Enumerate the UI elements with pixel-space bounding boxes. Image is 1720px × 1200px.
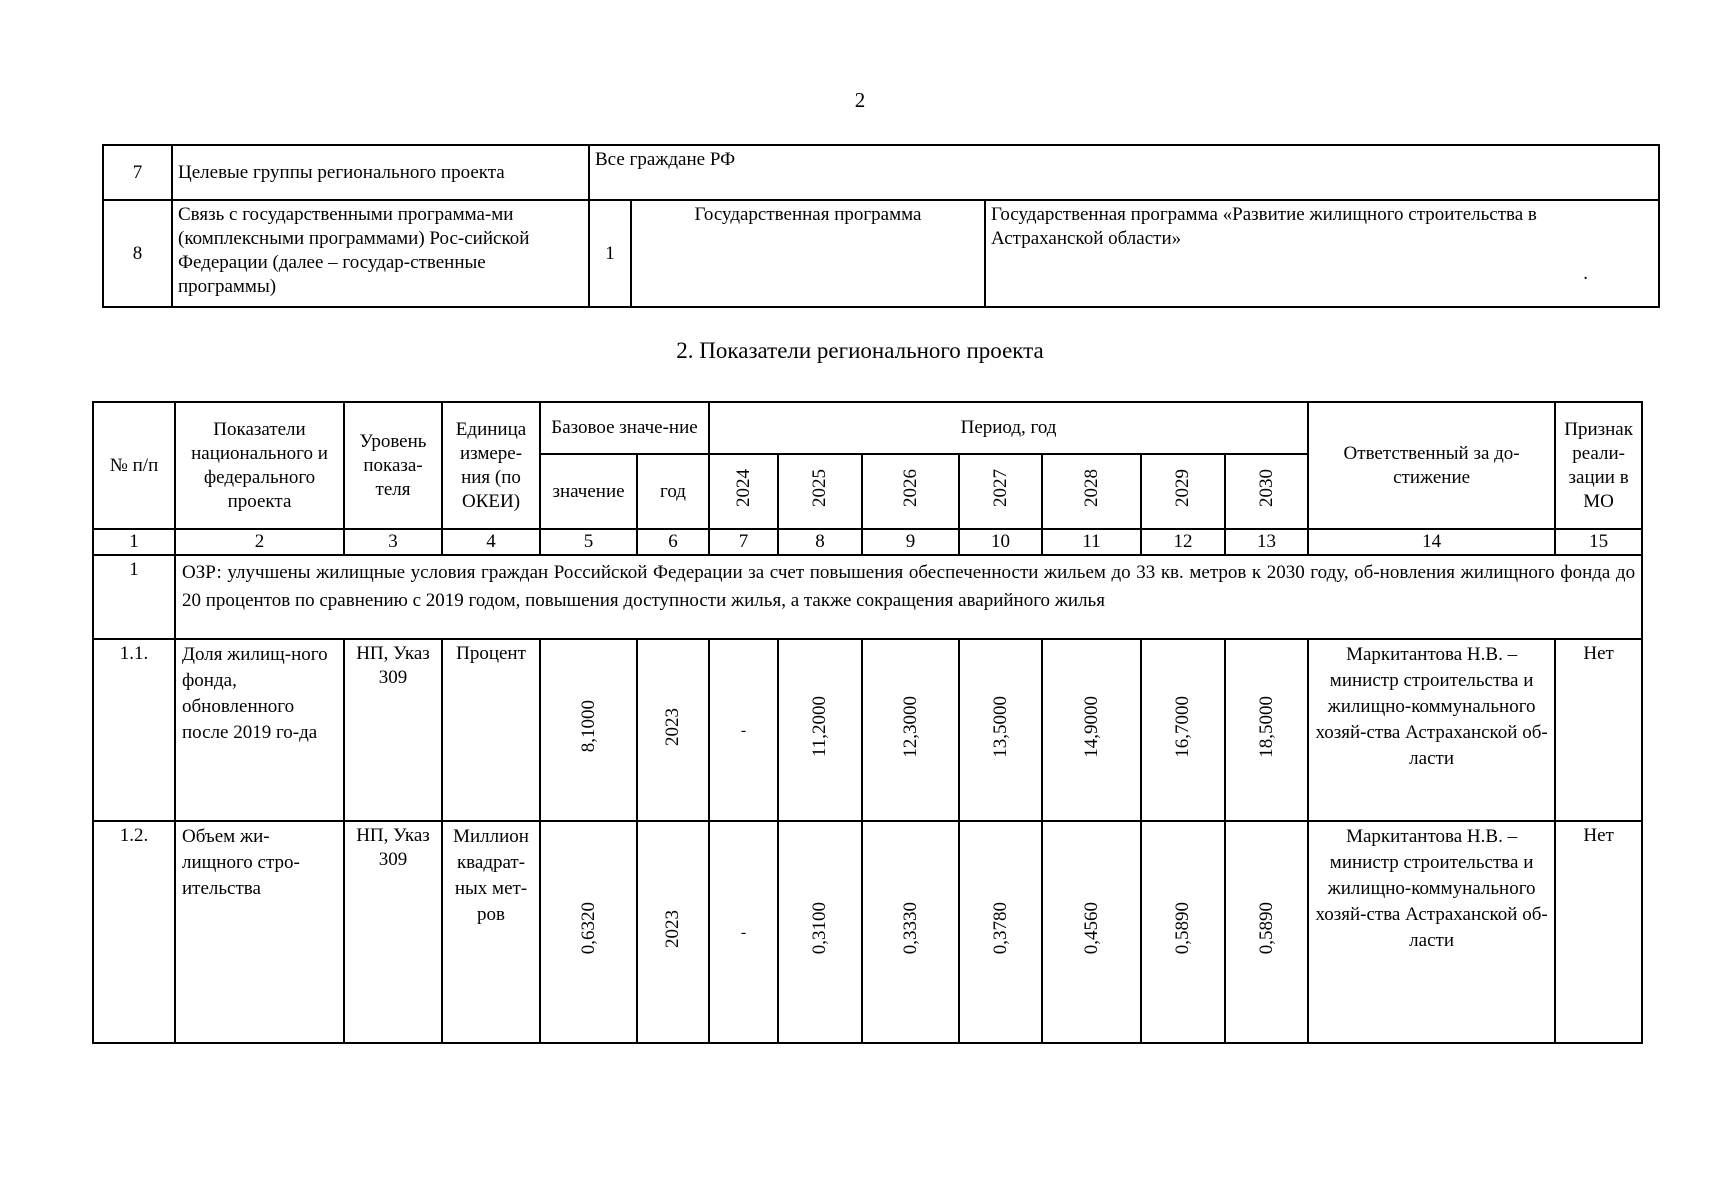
responsible: Маркитантова Н.В. – министр строительства и жилищно-коммунального хозяй-ства Астраханской об-ласти: [1308, 821, 1555, 1043]
header-row-1: [93, 402, 1642, 454]
col-number: 9: [862, 529, 959, 555]
value-2030-text: 0,5890: [1255, 902, 1277, 955]
page-number: 2: [854, 88, 866, 112]
header-year-2029: [1141, 454, 1225, 529]
header-year-2026: [862, 454, 959, 529]
value-2030-text: 18,5000: [1255, 695, 1277, 758]
goal-row: [93, 555, 1642, 639]
value-2025: [778, 639, 862, 821]
row-state-programs: [103, 200, 1659, 307]
base-value: [540, 821, 637, 1043]
project-info-table: [102, 144, 1660, 308]
header-period: Период, год: [709, 402, 1308, 454]
implementation-sign: Нет: [1555, 639, 1642, 821]
value-2026-text: 0,3330: [899, 902, 921, 955]
value-2029: [1141, 821, 1225, 1043]
value-2029-text: 0,5890: [1172, 902, 1193, 955]
base-value-text: 8,1000: [577, 700, 599, 753]
value-2028: [1042, 639, 1141, 821]
row-value: Все граждане РФ: [589, 145, 1659, 200]
header-year-2025: [778, 454, 862, 529]
col-number: 6: [637, 529, 709, 555]
row-number: 8: [103, 200, 172, 307]
row-target-groups: [103, 145, 1659, 200]
header-year-2026-text: 2026: [899, 469, 921, 507]
col-number: 12: [1141, 529, 1225, 555]
section-title: 2. Показатели регионального проекта: [676, 338, 1044, 363]
value-2025-text: 0,3100: [809, 902, 830, 955]
value-2028-text: 14,9000: [1080, 695, 1102, 758]
col-number: 8: [778, 529, 862, 555]
value-2027-text: 13,5000: [989, 695, 1011, 758]
header-indicator: Показатели национального и федерального проекта: [175, 402, 344, 529]
value-2027-text: 0,3780: [989, 902, 1011, 955]
header-year-2028: [1042, 454, 1141, 529]
header-year-2030: [1225, 454, 1308, 529]
value-2030: [1225, 821, 1308, 1043]
program-index: 1: [589, 200, 631, 307]
base-year-text: 2023: [662, 707, 683, 746]
header-year-2024-text: 2024: [732, 469, 754, 507]
col-number: 11: [1042, 529, 1141, 555]
col-number: 14: [1308, 529, 1555, 555]
row-label: Связь с государственными программа-ми (комплексными программами) Рос-сийской Федерации (далее – государ-ственные программы): [172, 200, 589, 307]
indicator-name: Объем жи-лищного стро-ительства: [175, 821, 344, 1043]
base-year-text: 2023: [662, 909, 683, 948]
indicator-number: 1.2.: [93, 821, 175, 1043]
base-value-text: 0,6320: [577, 902, 599, 955]
column-numbers-row: [93, 529, 1642, 555]
indicator-level: НП, Указ 309: [344, 639, 442, 821]
header-num: № п/п: [93, 402, 175, 529]
value-2027: [959, 821, 1042, 1043]
indicators-table: [92, 401, 1643, 1044]
value-2029: [1141, 639, 1225, 821]
value-2027: [959, 639, 1042, 821]
col-number: 2: [175, 529, 344, 555]
value-2025-text: 11,2000: [809, 695, 830, 758]
value-2028: [1042, 821, 1141, 1043]
value-2025: [778, 821, 862, 1043]
value-2026: [862, 821, 959, 1043]
header-base-year: год: [637, 454, 709, 529]
value-2024: [709, 821, 778, 1043]
header-sign: Признак реали-зации в МО: [1555, 402, 1642, 529]
value-2026-text: 12,3000: [899, 695, 921, 758]
base-year: [637, 639, 709, 821]
indicator-unit: Миллион квадрат-ных мет-ров: [442, 821, 540, 1043]
stray-mark: .: [1583, 263, 1589, 284]
col-number: 10: [959, 529, 1042, 555]
responsible: Маркитантова Н.В. – министр строительства и жилищно-коммунального хозяй-ства Астраханской об-ласти: [1308, 639, 1555, 821]
value-2024-text: -: [740, 721, 747, 739]
header-responsible: Ответственный за до-стижение: [1308, 402, 1555, 529]
indicator-unit: Процент: [442, 639, 540, 821]
value-2026: [862, 639, 959, 821]
value-2028-text: 0,4560: [1080, 902, 1102, 955]
col-number: 15: [1555, 529, 1642, 555]
indicator-level: НП, Указ 309: [344, 821, 442, 1043]
implementation-sign: Нет: [1555, 821, 1642, 1043]
value-2030: [1225, 639, 1308, 821]
header-year-2027: [959, 454, 1042, 529]
col-number: 7: [709, 529, 778, 555]
row-number: 7: [103, 145, 172, 200]
col-number: 1: [93, 529, 175, 555]
indicator-number: 1.1.: [93, 639, 175, 821]
header-level: Уровень показа-теля: [344, 402, 442, 529]
value-2024: [709, 639, 778, 821]
header-unit: Единица измере-ния (по ОКЕИ): [442, 402, 540, 529]
header-year-2025-text: 2025: [809, 469, 830, 507]
header-base: Базовое значе-ние: [540, 402, 709, 454]
value-2024-text: -: [740, 923, 747, 941]
header-year-2030-text: 2030: [1255, 469, 1277, 507]
col-number: 3: [344, 529, 442, 555]
indicator-name: Доля жилищ-ного фонда, обновленного после 2019 го-да: [175, 639, 344, 821]
header-year-2024: [709, 454, 778, 529]
program-type: Государственная программа: [631, 200, 985, 307]
header-base-value: значение: [540, 454, 637, 529]
goal-number: 1: [93, 555, 175, 639]
col-number: 5: [540, 529, 637, 555]
col-number: 13: [1225, 529, 1308, 555]
program-name: [985, 200, 1659, 307]
program-name-text: Государственная программа «Развитие жилищного строительства в Астраханской области»: [991, 204, 1537, 249]
value-2029-text: 16,7000: [1172, 695, 1193, 758]
header-year-2028-text: 2028: [1080, 469, 1102, 507]
base-year: [637, 821, 709, 1043]
header-year-2029-text: 2029: [1172, 469, 1193, 507]
goal-text: ОЗР: улучшены жилищные условия граждан Российской Федерации за счет повышения обеспеченности жильем до 33 кв. метров к 2030 году, об-новления жилищного фонда до 20 процентов по сравнению с 2019 годом, повышения доступности жилья, а также сокращения аварийного жилья: [175, 555, 1642, 639]
header-year-2027-text: 2027: [989, 469, 1011, 507]
col-number: 4: [442, 529, 540, 555]
indicator-row: [93, 821, 1642, 1043]
indicator-row: [93, 639, 1642, 821]
row-label: Целевые группы регионального проекта: [172, 145, 589, 200]
base-value: [540, 639, 637, 821]
